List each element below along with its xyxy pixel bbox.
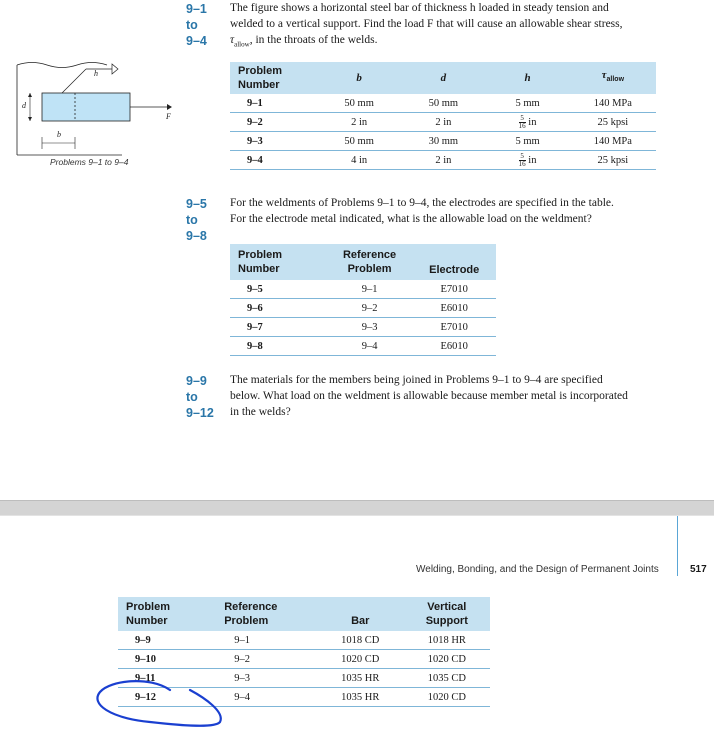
figure-label-h: h — [94, 69, 98, 78]
table2-header-electrode: Electrode — [412, 244, 496, 280]
table2-cell-ref: 9–4 — [327, 337, 413, 356]
table1-header-tau: $\tau_{allow}$ — [570, 62, 656, 94]
figure-caption: Problems 9–1 to 9–4 — [50, 157, 129, 167]
table2-cell-electrode: E6010 — [412, 299, 496, 318]
table3-header-reference: Reference Problem — [216, 597, 317, 631]
table3-cell-bar: 1018 CD — [317, 631, 404, 650]
table1-cell-num: 9–4 — [230, 151, 317, 170]
table1-header-d: d — [401, 62, 485, 94]
table1-cell-b: 2 in — [317, 113, 401, 132]
page-number: 517 — [690, 564, 707, 575]
table1-cell-num: 9–2 — [230, 113, 317, 132]
table1-cell-d: 50 mm — [401, 94, 485, 113]
table1-cell-b: 50 mm — [317, 132, 401, 151]
problem-text-line2: For the electrode metal indicated, what is the allowable load on the weldment? — [230, 213, 592, 225]
table3-cell-support: 1020 CD — [404, 650, 490, 669]
problem-text-line1: The figure shows a horizontal steel bar of thickness h loaded in steady tension and — [230, 2, 609, 14]
problem-number-start: 9–5 — [186, 197, 207, 211]
table3-cell-bar: 1035 HR — [317, 688, 404, 707]
table2-cell-electrode: E6010 — [412, 337, 496, 356]
table2-header-reference: Reference Problem — [327, 244, 413, 280]
table1-cell-d: 30 mm — [401, 132, 485, 151]
table3-cell-num: 9–9 — [118, 631, 216, 650]
figure-label-d: d — [22, 101, 26, 110]
table1-cell-h: $\frac{5}{16}$ in — [485, 113, 569, 132]
table1-cell-d: 2 in — [401, 151, 485, 170]
table3-cell-support: 1018 HR — [404, 631, 490, 650]
table1-cell-tau: 140 MPa — [570, 94, 656, 113]
table1-header-b: b — [317, 62, 401, 94]
table1-cell-b: 4 in — [317, 151, 401, 170]
table1-cell-h: $\frac{5}{16}$ in — [485, 151, 569, 170]
table1-cell-tau: 140 MPa — [570, 132, 656, 151]
table3-cell-bar: 1020 CD — [317, 650, 404, 669]
problem-text-line3: in the welds? — [230, 406, 291, 418]
problem-number-end: 9–4 — [186, 34, 207, 48]
table1-cell-tau: 25 kpsi — [570, 151, 656, 170]
table3-header-problem: Problem Number — [118, 597, 216, 631]
problem-number-end: 9–12 — [186, 406, 214, 420]
problem-number-start: 9–9 — [186, 374, 207, 388]
table3-cell-ref: 9–4 — [216, 688, 317, 707]
figure-label-F: F — [166, 112, 171, 121]
table3-cell-bar: 1035 HR — [317, 669, 404, 688]
problem-text-line2: welded to a vertical support. Find the load F that will cause an allowable shear stress, — [230, 18, 623, 30]
table3-cell-support: 1020 CD — [404, 688, 490, 707]
table1-cell-d: 2 in — [401, 113, 485, 132]
table3-cell-num: 9–12 — [118, 688, 216, 707]
table2-cell-ref: 9–2 — [327, 299, 413, 318]
table3-header-bar: Bar — [317, 597, 404, 631]
table2-cell-electrode: E7010 — [412, 280, 496, 299]
table1-cell-h: 5 mm — [485, 94, 569, 113]
table2-header-problem: Problem Number — [230, 244, 327, 280]
table1-header-problem: Problem Number — [230, 62, 317, 94]
problem-number-start: 9–1 — [186, 2, 207, 16]
table3-cell-support: 1035 CD — [404, 669, 490, 688]
table2-cell-ref: 9–1 — [327, 280, 413, 299]
table3-cell-ref: 9–3 — [216, 669, 317, 688]
problem-text-line3: $\tau_{allow}$, in the throats of the welds. — [230, 34, 378, 49]
table2-cell-ref: 9–3 — [327, 318, 413, 337]
chapter-title: Welding, Bonding, and the Design of Permanent Joints — [416, 564, 659, 575]
problem-number-to: to — [186, 18, 198, 32]
table3-cell-ref: 9–2 — [216, 650, 317, 669]
problem-number-end: 9–8 — [186, 229, 207, 243]
problem-text-line2: below. What load on the weldment is allowable because member metal is incorporated — [230, 390, 628, 402]
table3-header-support: Vertical Support — [404, 597, 490, 631]
table1-cell-tau: 25 kpsi — [570, 113, 656, 132]
table2-cell-num: 9–8 — [230, 337, 327, 356]
table3-cell-num: 9–11 — [118, 669, 216, 688]
table2-cell-electrode: E7010 — [412, 318, 496, 337]
table2-cell-num: 9–6 — [230, 299, 327, 318]
table1-header-h: h — [485, 62, 569, 94]
table1-cell-h: 5 mm — [485, 132, 569, 151]
problem-text-line1: For the weldments of Problems 9–1 to 9–4, the electrodes are specified in the table. — [230, 197, 614, 209]
table1-cell-num: 9–3 — [230, 132, 317, 151]
table2-cell-num: 9–7 — [230, 318, 327, 337]
table2-cell-num: 9–5 — [230, 280, 327, 299]
table1-cell-num: 9–1 — [230, 94, 317, 113]
fraction: $\frac{5}{16}$ — [518, 113, 526, 130]
problem-number-to: to — [186, 213, 198, 227]
figure-label-b: b — [57, 130, 61, 139]
table3-cell-num: 9–10 — [118, 650, 216, 669]
fraction: $\frac{5}{16}$ — [518, 151, 526, 168]
problem-text-line3-rest: , in the throats of the welds. — [249, 34, 378, 46]
table3-cell-ref: 9–1 — [216, 631, 317, 650]
tau-subscript: allow — [234, 40, 250, 49]
table1-cell-b: 50 mm — [317, 94, 401, 113]
problem-text-line1: The materials for the members being joined in Problems 9–1 to 9–4 are specified — [230, 374, 603, 386]
problem-number-to: to — [186, 390, 198, 404]
